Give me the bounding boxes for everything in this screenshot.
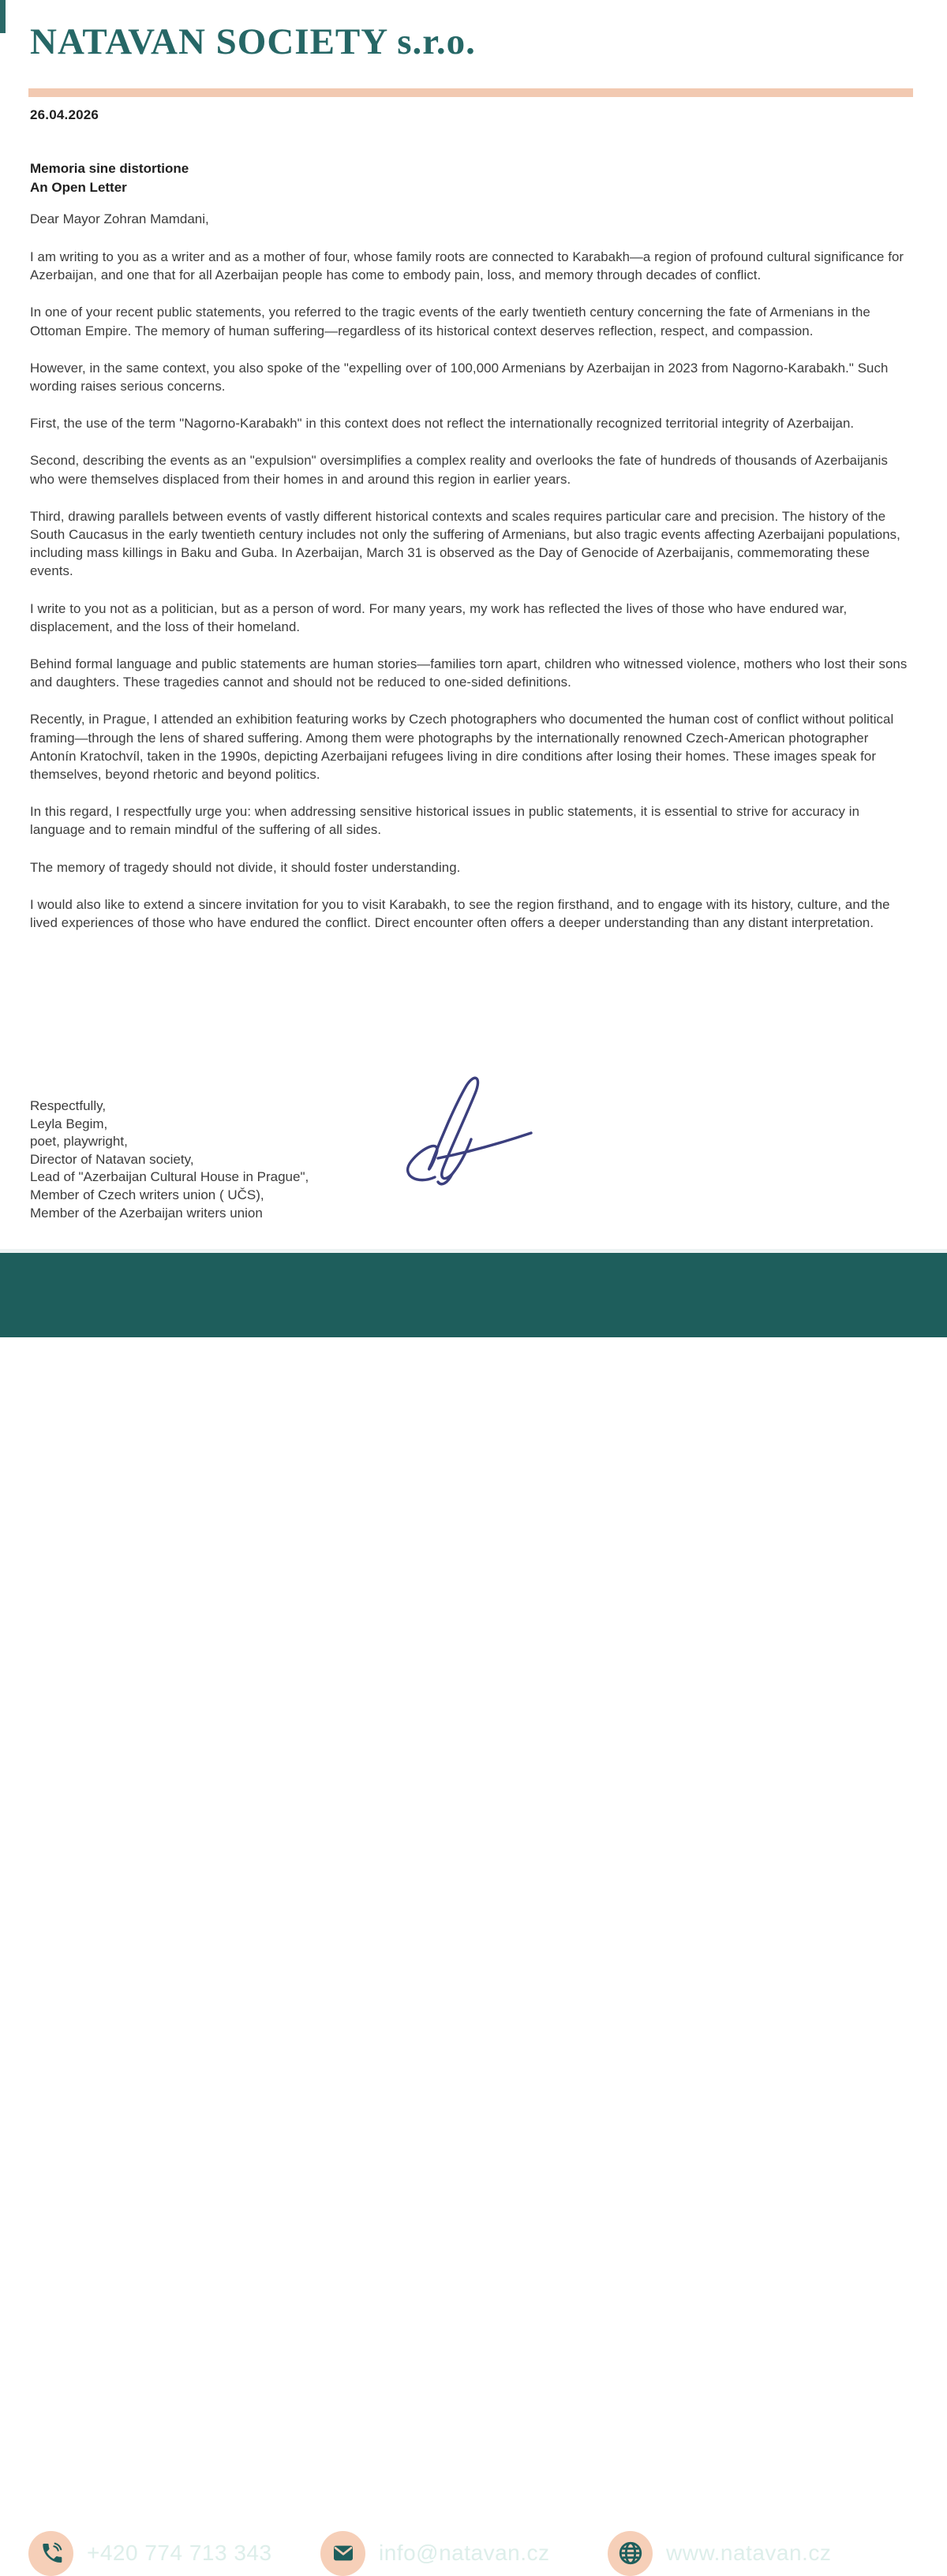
subject-block bbox=[30, 159, 189, 196]
closing-line: Member of the Azerbaijan writers union bbox=[30, 1205, 263, 1221]
letter-date: 26.04.2026 bbox=[30, 107, 99, 122]
letter-paragraph: In this regard, I respectfully urge you: when addressing sensitive historical issues in public statements, it is essential to strive for accuracy in language and to remain mindful of the suffering of all sides. bbox=[30, 804, 860, 838]
footer-email-item bbox=[320, 2530, 550, 2576]
letter-paragraph: I would also like to extend a sincere invitation for you to visit Karabakh, to see the region firsthand, and to engage with its history, culture, and the lived experiences of those who have endured the conflict. Direct encounter often offers a deeper understanding than any distant interpretation. bbox=[30, 896, 890, 931]
letter-paragraph: Second, describing the events as an "expulsion" oversimplifies a complex reality and overlooks the fate of hundreds of thousands of Azerbaijanis who were themselves displaced from their homes in and around this region in earlier years. bbox=[30, 453, 888, 487]
envelope-icon bbox=[320, 2531, 365, 2576]
header-divider bbox=[28, 88, 913, 97]
globe-icon bbox=[608, 2531, 653, 2576]
letter-paragraph: Recently, in Prague, I attended an exhibition featuring works by Czech photographers who documented the human cost of conflict without political framing—through the lens of shared suffering. Among them were photographs by the internationally renowned Czech-American photographer Antonín Kratochvíl, taken in the 1990s, depicting Azerbaijani refugees living in dire conditions after losing their homes. These images speak for themselves, beyond rhetoric and beyond politics. bbox=[30, 712, 894, 783]
letter-paragraph: I write to you not as a politician, but as a person of word. For many years, my work has reflected the lives of those who have endured war, displacement, and the loss of their homeland. bbox=[30, 600, 848, 634]
letter-paragraph: In one of your recent public statements, you referred to the tragic events of the early twentieth century concerning the fate of Armenians in the Ottoman Empire. The memory of human suffering—regardless of its historical context deserves reflection, respect, and compassion. bbox=[30, 305, 870, 338]
closing-line: Respectfully, bbox=[30, 1098, 107, 1113]
letter-paragraph: First, the use of the term "Nagorno-Karabakh" in this context does not reflect the internationally recognized territorial integrity of Azerbaijan. bbox=[30, 416, 855, 432]
footer bbox=[0, 1253, 947, 2565]
footer-email: info@natavan.cz bbox=[379, 2540, 550, 2565]
closing-line: Director of Natavan society, bbox=[30, 1151, 194, 1167]
closing-line: poet, playwright, bbox=[30, 1134, 128, 1150]
letter-paragraph: However, in the same context, you also spoke of the "expelling over of 100,000 Armenians by Azerbaijan in 2023 from Nagorno-Karabakh." Such wording raises serious concerns. bbox=[30, 360, 889, 394]
closing-block bbox=[30, 1097, 309, 1222]
letter-paragraph: Behind formal language and public statements are human stories—families torn apart, children who witnessed violence, mothers who lost their sons and daughters. These tragedies cannot and should not be reduced to one-sided definitions. bbox=[30, 656, 908, 690]
phone-icon bbox=[28, 2531, 73, 2576]
letter-paragraph: I am writing to you as a writer and as a mother of four, whose family roots are connected to Karabakh—a region of profound cultural significance for Azerbaijan, and one that for all Azerbaijan people has come to embody pain, loss, and memory through decades of conflict. bbox=[30, 249, 904, 283]
footer-website-item bbox=[608, 2530, 831, 2576]
subject-line-1: Memoria sine distortione bbox=[30, 161, 189, 176]
letter-paragraph: The memory of tragedy should not divide, it should foster understanding. bbox=[30, 859, 461, 875]
letter-body bbox=[30, 248, 914, 951]
corner-accent-bar bbox=[0, 0, 6, 33]
footer-website: www.natavan.cz bbox=[666, 2540, 832, 2565]
company-title: NATAVAN SOCIETY s.r.o. bbox=[30, 21, 476, 62]
closing-line: Lead of "Azerbaijan Cultural House in Prague", bbox=[30, 1169, 309, 1185]
closing-line: Member of Czech writers union ( UČS), bbox=[30, 1187, 264, 1202]
closing-line: Leyla Begim, bbox=[30, 1116, 108, 1131]
salutation: Dear Mayor Zohran Mamdani, bbox=[30, 211, 209, 226]
letter-paragraph: Third, drawing parallels between events of vastly different historical contexts and scales requires particular care and precision. The history of the South Caucasus in the early twentieth century includes not only the suffering of Armenians, but also tragic events affecting Azerbaijani populations, including mass killings in Baku and Guba. In Azerbaijan, March 31 is observed as the Day of Genocide of Azerbaijanis, commemorating these events. bbox=[30, 508, 900, 579]
footer-phone-item bbox=[28, 2530, 272, 2576]
footer-phone: +420 774 713 343 bbox=[87, 2540, 272, 2565]
subject-line-2: An Open Letter bbox=[30, 179, 127, 195]
signature-image bbox=[359, 1070, 541, 1187]
